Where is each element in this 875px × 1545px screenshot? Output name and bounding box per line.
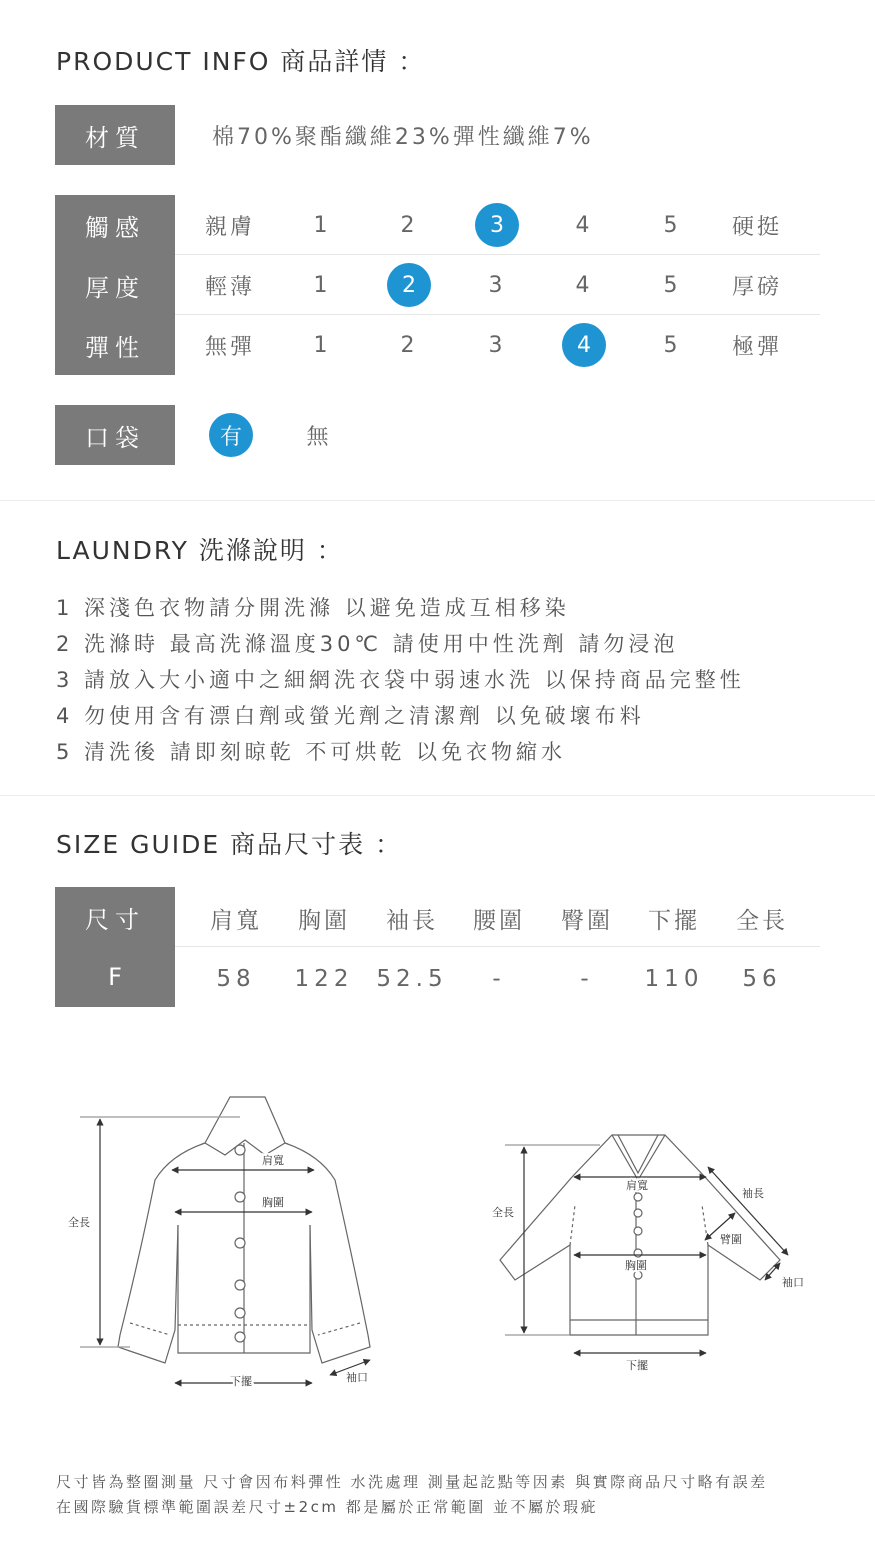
scale-value: 4: [575, 212, 593, 238]
pocket-option-yes: 有: [209, 413, 253, 457]
scale-value: 1: [313, 332, 331, 358]
right-hem-label: 下擺: [626, 1359, 648, 1372]
laundry-line: 2 洗滌時 最高洗滌溫度30℃ 請使用中性洗劑 請勿浸泡: [56, 632, 679, 656]
size-row-label: F: [55, 947, 175, 1007]
scale-high-label: 極彈: [732, 334, 783, 360]
scale-low-label: 親膚: [205, 214, 256, 240]
section-divider: [0, 795, 875, 796]
left-garment-outline: [118, 1097, 370, 1363]
scale-high-label: 厚磅: [732, 274, 783, 300]
right-armhole-label: 臂圍: [720, 1233, 742, 1246]
scale-value: 4: [575, 272, 593, 298]
material-value: 棉70%聚酯纖維23%彈性纖維7%: [212, 125, 594, 150]
scale-low-label: 無彈: [205, 334, 256, 360]
size-cell: -: [492, 966, 506, 992]
size-column-header: 肩寬: [210, 907, 262, 934]
scale-value-selected: 4: [562, 323, 606, 367]
pocket-option-no: 無: [306, 424, 332, 450]
size-cell: 122: [294, 966, 354, 992]
laundry-line: 3 請放入大小適中之細網洗衣袋中弱速水洗 以保持商品完整性: [56, 668, 745, 692]
scale-value: 2: [400, 332, 418, 358]
right-chest-label: 胸圍: [625, 1259, 647, 1272]
product-info-title: PRODUCT INFO 商品詳情 ：: [56, 47, 426, 76]
left-cuff-label: 袖口: [346, 1371, 368, 1384]
scale-label: 彈性: [55, 315, 175, 375]
left-chest-label: 胸圍: [262, 1196, 284, 1209]
section-divider: [0, 500, 875, 501]
laundry-line: 1 深淺色衣物請分開洗滌 以避免造成互相移染: [56, 596, 570, 620]
size-cell: 56: [742, 966, 782, 992]
left-measure-lines: [80, 1117, 370, 1383]
scale-value: 3: [488, 332, 506, 358]
scale-value: 5: [663, 272, 681, 298]
scale-row-line: [175, 254, 820, 255]
size-cell: 52.5: [376, 966, 448, 992]
laundry-line: 5 清洗後 請即刻晾乾 不可烘乾 以免衣物縮水: [56, 740, 567, 764]
scale-value: 2: [400, 212, 418, 238]
right-sleeve-label: 袖長: [742, 1187, 764, 1200]
right-shoulder-label: 肩寬: [626, 1179, 648, 1192]
size-cell: -: [580, 966, 594, 992]
left-hem-label: 下擺: [230, 1375, 252, 1388]
right-length-label: 全長: [492, 1206, 514, 1219]
scale-label: 厚度: [55, 255, 175, 315]
scale-high-label: 硬挺: [732, 214, 783, 240]
scale-value-selected: 2: [387, 263, 431, 307]
jacket-diagram: [0, 1085, 875, 1405]
left-length-label: 全長: [68, 1216, 90, 1229]
scale-value: 1: [313, 272, 331, 298]
scale-value: 5: [663, 332, 681, 358]
size-header-label: 尺寸: [55, 887, 175, 947]
pocket-label: 口袋: [55, 405, 175, 465]
scale-low-label: 輕薄: [205, 274, 256, 300]
size-cell: 110: [644, 966, 704, 992]
scale-value: 3: [488, 272, 506, 298]
right-cuff-label: 袖口: [782, 1276, 804, 1289]
size-cell: 58: [216, 966, 256, 992]
footnote-line: 在國際驗貨標準範圍誤差尺寸±2cm 都是屬於正常範圍 並不屬於瑕疵: [56, 1498, 599, 1516]
laundry-line: 4 勿使用含有漂白劑或螢光劑之清潔劑 以免破壞布料: [56, 704, 645, 728]
scale-value: 1: [313, 212, 331, 238]
size-column-header: 腰圍: [473, 907, 525, 934]
size-column-header: 全長: [736, 907, 788, 934]
material-label: 材質: [55, 105, 175, 165]
size-column-header: 袖長: [386, 907, 438, 934]
size-column-header: 胸圍: [298, 907, 350, 934]
left-shoulder-label: 肩寬: [262, 1154, 284, 1167]
size-guide-title: SIZE GUIDE 商品尺寸表 ：: [56, 830, 403, 859]
size-column-header: 臀圍: [561, 907, 613, 934]
scale-label: 觸感: [55, 195, 175, 255]
scale-row-line: [175, 314, 820, 315]
scale-value: 5: [663, 212, 681, 238]
laundry-title: LAUNDRY 洗滌說明 ：: [56, 536, 344, 565]
right-measure-lines: [505, 1145, 788, 1353]
size-column-header: 下擺: [648, 907, 700, 934]
scale-value-selected: 3: [475, 203, 519, 247]
footnote-line: 尺寸皆為整圈測量 尺寸會因布料彈性 水洗處理 測量起訖點等因素 與實際商品尺寸略有誤差: [56, 1473, 768, 1491]
size-row-line: [175, 946, 820, 947]
